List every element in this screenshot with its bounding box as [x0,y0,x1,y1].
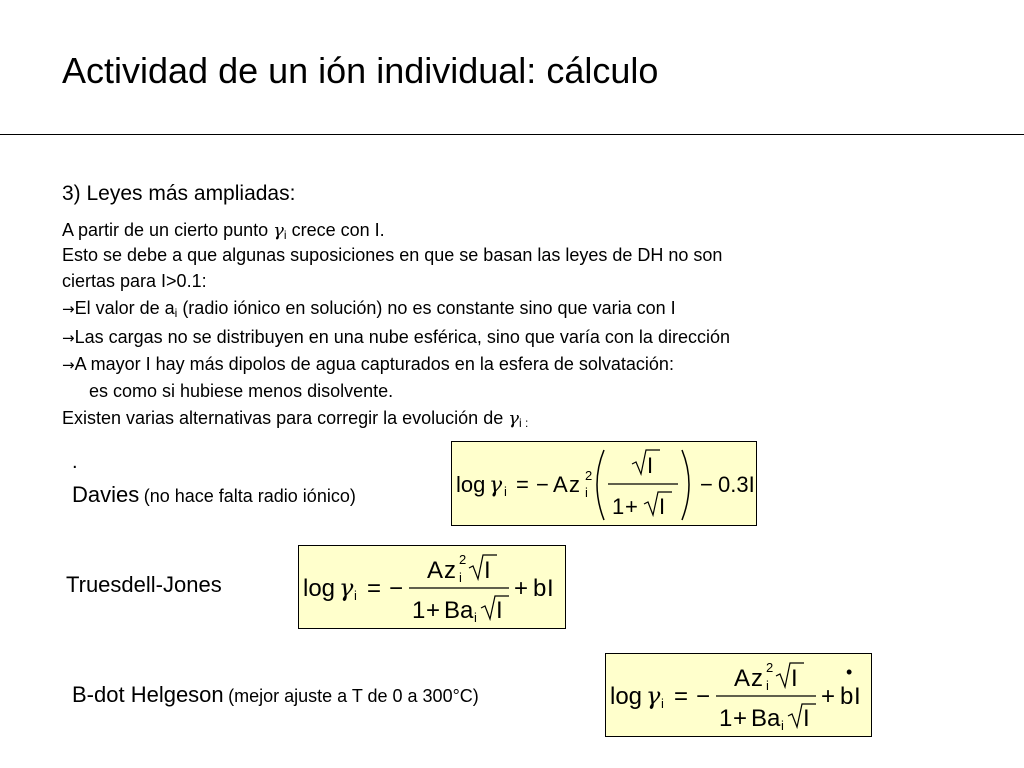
sqrt-sign-numerator [776,663,804,687]
eq-b: b [533,575,547,602]
sqrt-sign-denominator [481,596,509,619]
page-title: Actividad de un ión individual: cálculo [62,50,659,91]
arrow-icon: → [62,300,75,318]
bullet-1-b: (radio iónico en solución) no es constante sino que varia con I [177,298,676,318]
title-divider [0,134,1024,135]
davies-label [72,482,356,508]
eq-I-den: I [803,705,810,732]
eq-sub-i: i [766,678,769,693]
eq-sub-i: i [781,718,784,733]
davies-equation [452,442,758,527]
right-paren [682,450,689,520]
eq-sup-2: 2 [766,660,774,675]
bullet-1 [62,298,676,320]
davies-equation-box [451,441,757,526]
eq-one: 1 [612,494,625,519]
arrow-icon: → [62,356,75,374]
arrow-icon: → [62,329,75,347]
eq-log: log [456,472,486,497]
davies-note: (no hace falta radio iónico) [143,486,356,506]
bdot-label [72,682,479,708]
eq-z: z [751,665,763,692]
eq-plus: + [625,494,638,519]
bdot-equation-box [605,653,872,737]
eq-one: 1 [412,597,426,624]
eq-I-den: I [659,494,666,519]
eq-a: a [767,705,781,732]
eq-z: z [444,557,456,584]
truesdell-label [66,572,222,598]
subscript-i: i : [519,416,529,430]
eq-a: a [460,597,474,624]
sqrt-sign-numerator [469,555,497,579]
bdot-dot: • [846,662,853,682]
eq-I-num: I [484,557,491,584]
text-line-1 [62,220,385,242]
eq-I: I [854,683,861,710]
eq-sup-2: 2 [585,468,593,483]
eq-gamma: γ [339,574,354,602]
eq-sup-2: 2 [459,552,467,567]
subscript-i: i [174,306,178,320]
bullet-2 [62,327,730,348]
bullet-3-continuation: es como si hubiese menos disolvente. [89,381,394,401]
eq-B: B [444,597,461,624]
eq-minus: − [700,472,713,497]
text-line-2: Esto se debe a que algunas suposiciones en que se basan las leyes de DH no son [62,245,723,265]
bdot-equation [606,654,873,738]
eq-plus: + [514,575,529,602]
eq-davies-tail: 0.3I [718,472,755,497]
truesdell-equation-box [298,545,566,629]
eq-plus: + [821,683,836,710]
eq-sub-i: i [474,610,477,625]
sqrt-sign-denominator [788,704,816,727]
eq-A: A [553,472,568,497]
davies-name: Davies [72,482,140,507]
eq-minus: − [536,472,549,497]
eq-A: A [427,557,444,584]
eq-A: A [734,665,751,692]
subscript-i: i [283,228,287,242]
eq-sub-i: i [504,484,507,499]
eq-gamma: γ [489,473,503,498]
eq-one: 1 [719,705,733,732]
sqrt-sign-denominator [644,492,672,515]
bdot-name: B-dot Helgeson [72,682,224,707]
text-line-last [62,408,528,430]
eq-plus: + [733,705,748,732]
bullet-3 [62,354,674,375]
text-line-last-a: Existen varias alternativas para corregir la evolución de [62,408,509,428]
eq-plus: + [426,597,441,624]
eq-b: b [840,683,854,710]
bdot-note: (mejor ajuste a T de 0 a 300°C) [228,686,479,706]
text-line-1-a: A partir de un cierto punto [62,220,274,240]
bullet-3-text: A mayor I hay más dipolos de agua capturados en la esfera de solvatación: [74,354,674,374]
stray-dot: . [72,451,78,473]
eq-sub-i: i [459,570,462,585]
text-line-3: ciertas para I>0.1: [62,271,207,291]
eq-B: B [751,705,768,732]
eq-I-den: I [496,597,503,624]
eq-sub-i: i [354,588,357,603]
sqrt-sign-numerator [632,450,660,474]
section-heading: 3) Leyes más ampliadas: [62,182,296,205]
eq-I-num: I [647,453,654,478]
eq-equals: = [516,472,529,497]
truesdell-name: Truesdell-Jones [66,572,222,597]
eq-sub-i: i [585,485,588,500]
truesdell-equation [299,546,567,630]
eq-log: log [303,575,336,602]
eq-log: log [610,683,643,710]
eq-gamma: γ [646,682,661,710]
eq-minus: − [389,575,404,602]
bullet-2-text: Las cargas no se distribuyen en una nube esférica, sino que varía con la dirección [74,327,730,347]
gamma-symbol: γ [508,408,519,429]
left-paren [597,450,604,520]
eq-z: z [569,472,580,497]
eq-equals: = [367,575,382,602]
eq-minus: − [696,683,711,710]
eq-equals: = [674,683,689,710]
eq-sub-i: i [661,696,664,711]
text-line-1-b: crece con I. [286,220,385,240]
eq-I-num: I [791,665,798,692]
gamma-symbol: γ [273,220,284,241]
bullet-1-a: El valor de a [74,298,175,318]
eq-I: I [547,575,554,602]
